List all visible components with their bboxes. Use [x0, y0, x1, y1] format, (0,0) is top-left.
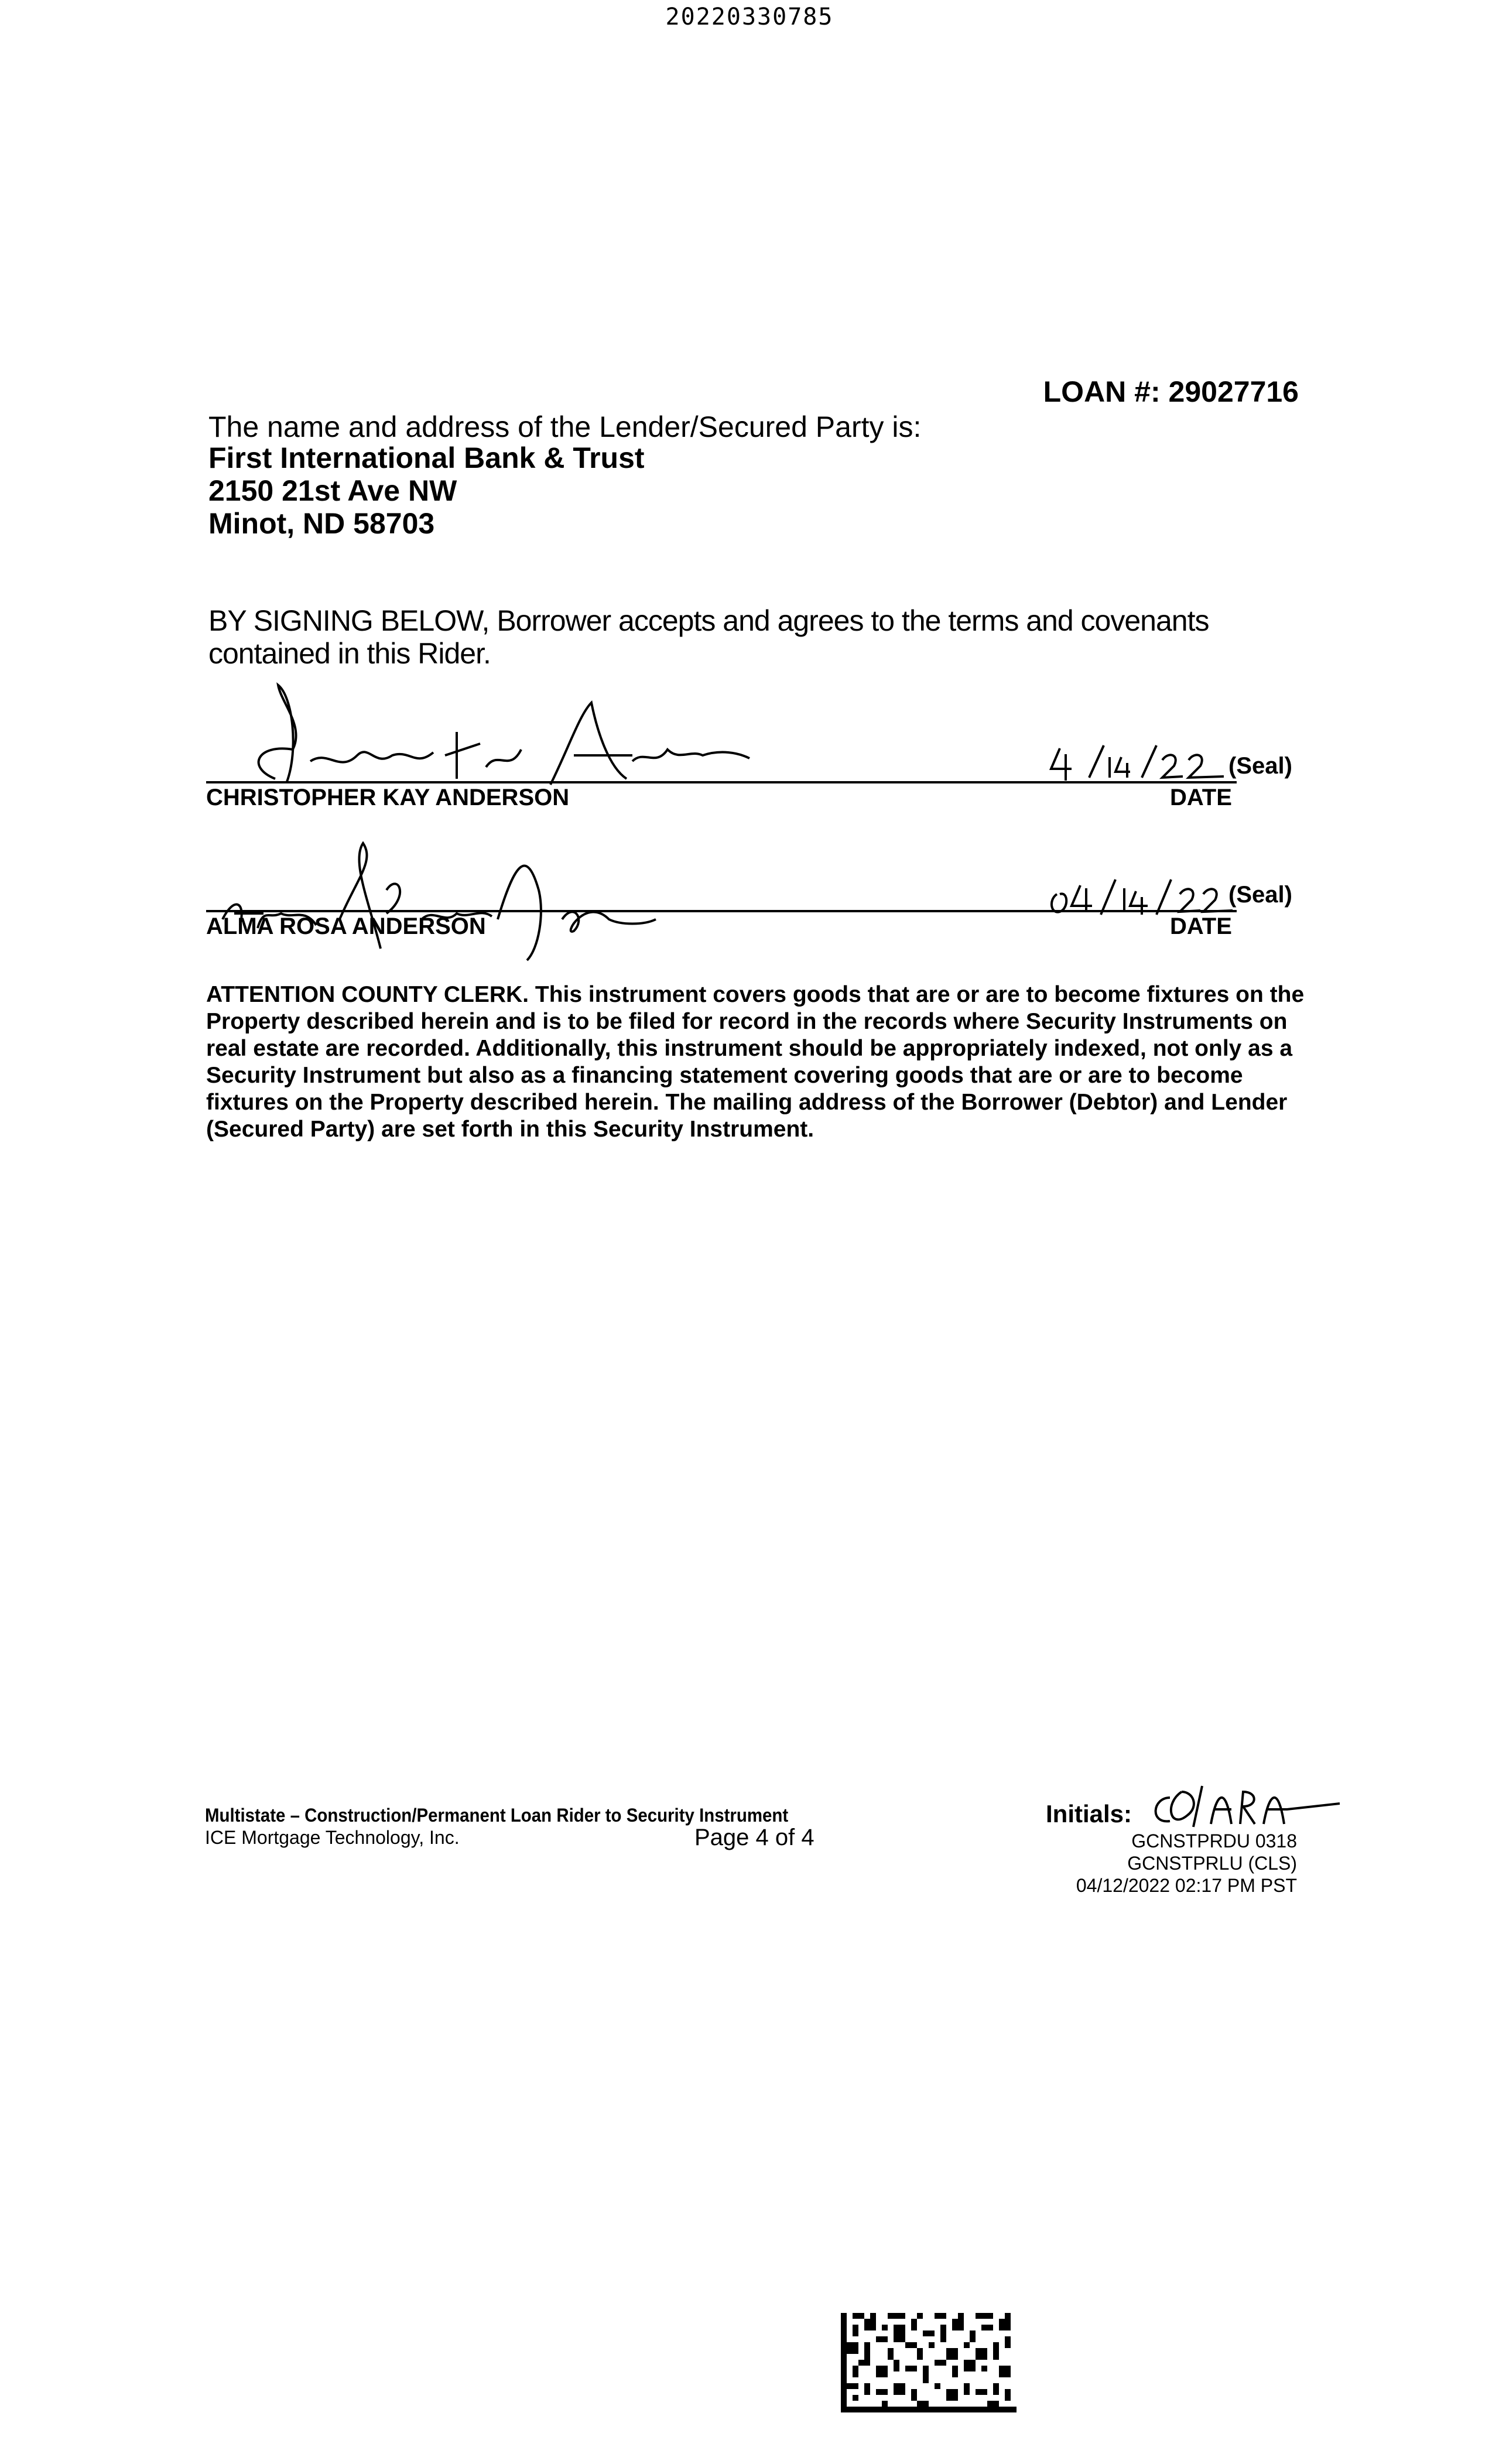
borrower1-date-label: DATE [1170, 785, 1232, 810]
borrower1-signature-icon [223, 679, 750, 796]
2d-barcode-icon [841, 2313, 1017, 2412]
borrower2-date-label: DATE [1170, 913, 1232, 939]
borrower2-seal: (Seal) [1228, 882, 1292, 908]
form-code-1: GCNSTPRDU 0318 [1131, 1830, 1297, 1852]
form-code-2: GCNSTPRLU (CLS) [1127, 1853, 1297, 1874]
initials-label: Initials: [1046, 1800, 1132, 1828]
form-timestamp: 04/12/2022 02:17 PM PST [1076, 1875, 1297, 1896]
borrower1-name: CHRISTOPHER KAY ANDERSON [206, 785, 570, 810]
borrower2-signature-line [206, 910, 1237, 912]
lender-name: First International Bank & Trust [208, 442, 645, 474]
lender-intro: The name and address of the Lender/Secured Party is: [208, 410, 922, 443]
borrower1-handwritten-date [1048, 742, 1236, 783]
county-clerk-notice: ATTENTION COUNTY CLERK. This instrument covers goods that are or are to become fixtures on the Property described herein and is to be filed for record in the records where Security Instruments on real estate are recorded. Additionally, this instrument should be appropriately indexed, not only as a Security Instrument but also as a financing statement covering goods that are or are to become fixtures on the Property described herein. The mailing address of the Borrower (Debtor) and Lender (Secured Party) are set forth in this Security Instrument. [206, 982, 1305, 1142]
lender-block [208, 442, 645, 540]
borrower2-name: ALMA ROSA ANDERSON [206, 913, 486, 939]
borrower1-signature-line [206, 781, 1237, 783]
borrower1-seal: (Seal) [1228, 753, 1292, 779]
borrower2-signature-icon [211, 831, 656, 972]
page-number: Page 4 of 4 [694, 1825, 814, 1850]
acceptance-statement: BY SIGNING BELOW, Borrower accepts and agrees to the terms and covenants contained in this Rider. [208, 604, 1209, 670]
lender-address-line1: 2150 21st Ave NW [208, 474, 457, 507]
lender-address-line2: Minot, ND 58703 [208, 507, 435, 540]
loan-number: LOAN #: 29027716 [1043, 375, 1299, 408]
document-number: 20220330785 [665, 4, 834, 30]
form-company: ICE Mortgage Technology, Inc. [205, 1827, 460, 1848]
form-title: Multistate – Construction/Permanent Loan Rider to Security Instrument [205, 1805, 789, 1826]
initials-signature-icon [1147, 1780, 1346, 1833]
